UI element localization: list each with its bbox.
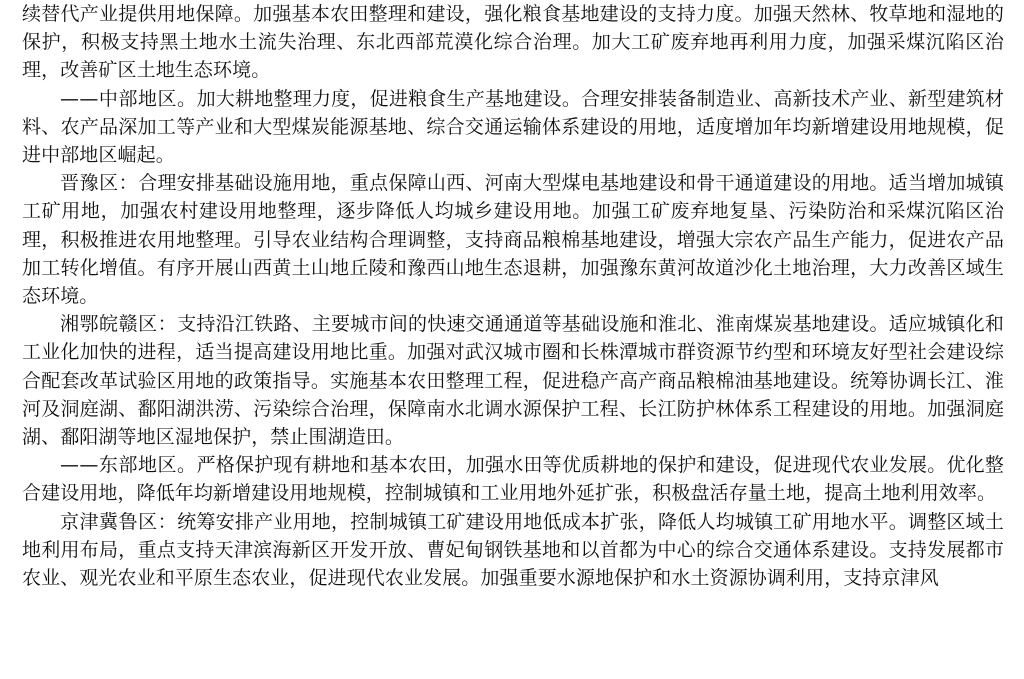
paragraph-text: 加大耕地整理力度，促进粮食生产基地建设。合理安排装备制造业、高新技术产业、新型建筑材料、农产品深加工等产业和大型煤炭能源基地、综合交通运输体系建设的用地，适度增加年均新增建设用地规模，促进中部地区崛起。	[22, 87, 1005, 167]
paragraph-text: 严格保护现有耕地和基本农田，加强水田等优质耕地的保护和建设，促进现代农业发展。优化整合建设用地，降低年均新增建设用地规模，控制城镇和工业用地外延扩张，积极盘活存量土地，提高土地利用效率。	[22, 454, 1005, 505]
paragraph-text: 支持沿江铁路、主要城市间的快速交通通道等基础设施和淮北、淮南煤炭基地建设。适应城镇化和工业化加快的进程，适当提高建设用地比重。加强对武汉城市圈和长株潭城市群资源节约型和环境友好型社会建设综合配套改革试验区用地的政策指导。实施基本农田整理工程，促进稳产高产商品粮棉油基地建设。统筹协调长江、淮河及洞庭湖、鄱阳湖洪涝、污染综合治理，保障南水北调水源保护工程、长江防护林体系工程建设的用地。加强洞庭湖、鄱阳湖等地区湿地保护，禁止围湖造田。	[22, 313, 1004, 449]
paragraph-lead: ——中部地区。	[60, 87, 197, 110]
paragraph-jin-yu-zone	[22, 169, 1004, 310]
paragraph-northeast-continued	[22, 0, 1004, 85]
paragraph-lead: 湘鄂皖赣区：	[60, 313, 178, 336]
paragraph-xiang-e-wan-gan-zone	[22, 310, 1004, 451]
paragraph-eastern-region	[22, 451, 1004, 507]
paragraph-lead: 晋豫区：	[60, 172, 139, 195]
paragraph-text: 合理安排基础设施用地，重点保障山西、河南大型煤电基地建设和骨干通道建设的用地。适当增加城镇工矿用地，加强农村建设用地整理，逐步降低人均城乡建设用地。加强工矿废弃地复垦、污染防治和采煤沉陷区治理，积极推进农用地整理。引导农业结构合理调整，支持商品粮棉基地建设，增强大宗农产品生产能力，促进农产品加工转化增值。有序开展山西黄土山地丘陵和豫西山地生态退耕，加强豫东黄河故道沙化土地治理，大力改善区域生态环境。	[22, 172, 1004, 308]
paragraph-text: 统筹安排产业用地，控制城镇工矿建设用地低成本扩张，降低人均城镇工矿用地水平。调整区域土地利用布局，重点支持天津滨海新区开发开放、曹妃甸钢铁基地和以首都为中心的综合交通体系建设。支持发展都市农业、观光农业和平原生态农业，促进现代农业发展。加强重要水源地保护和水土资源协调利用，支持京津风	[22, 510, 1004, 590]
paragraph-central-region	[22, 85, 1004, 170]
paragraph-text: 续替代产业提供用地保障。加强基本农田整理和建设，强化粮食基地建设的支持力度。加强天然林、牧草地和湿地的保护，积极支持黑土地水土流失治理、东北西部荒漠化综合治理。加大工矿废弃地再利用力度，加强采煤沉陷区治理，改善矿区土地生态环境。	[22, 3, 1004, 82]
paragraph-lead: ——东部地区。	[60, 454, 197, 477]
paragraph-lead: 京津冀鲁区：	[60, 510, 178, 533]
paragraph-jing-jin-ji-lu-zone	[22, 508, 1004, 593]
